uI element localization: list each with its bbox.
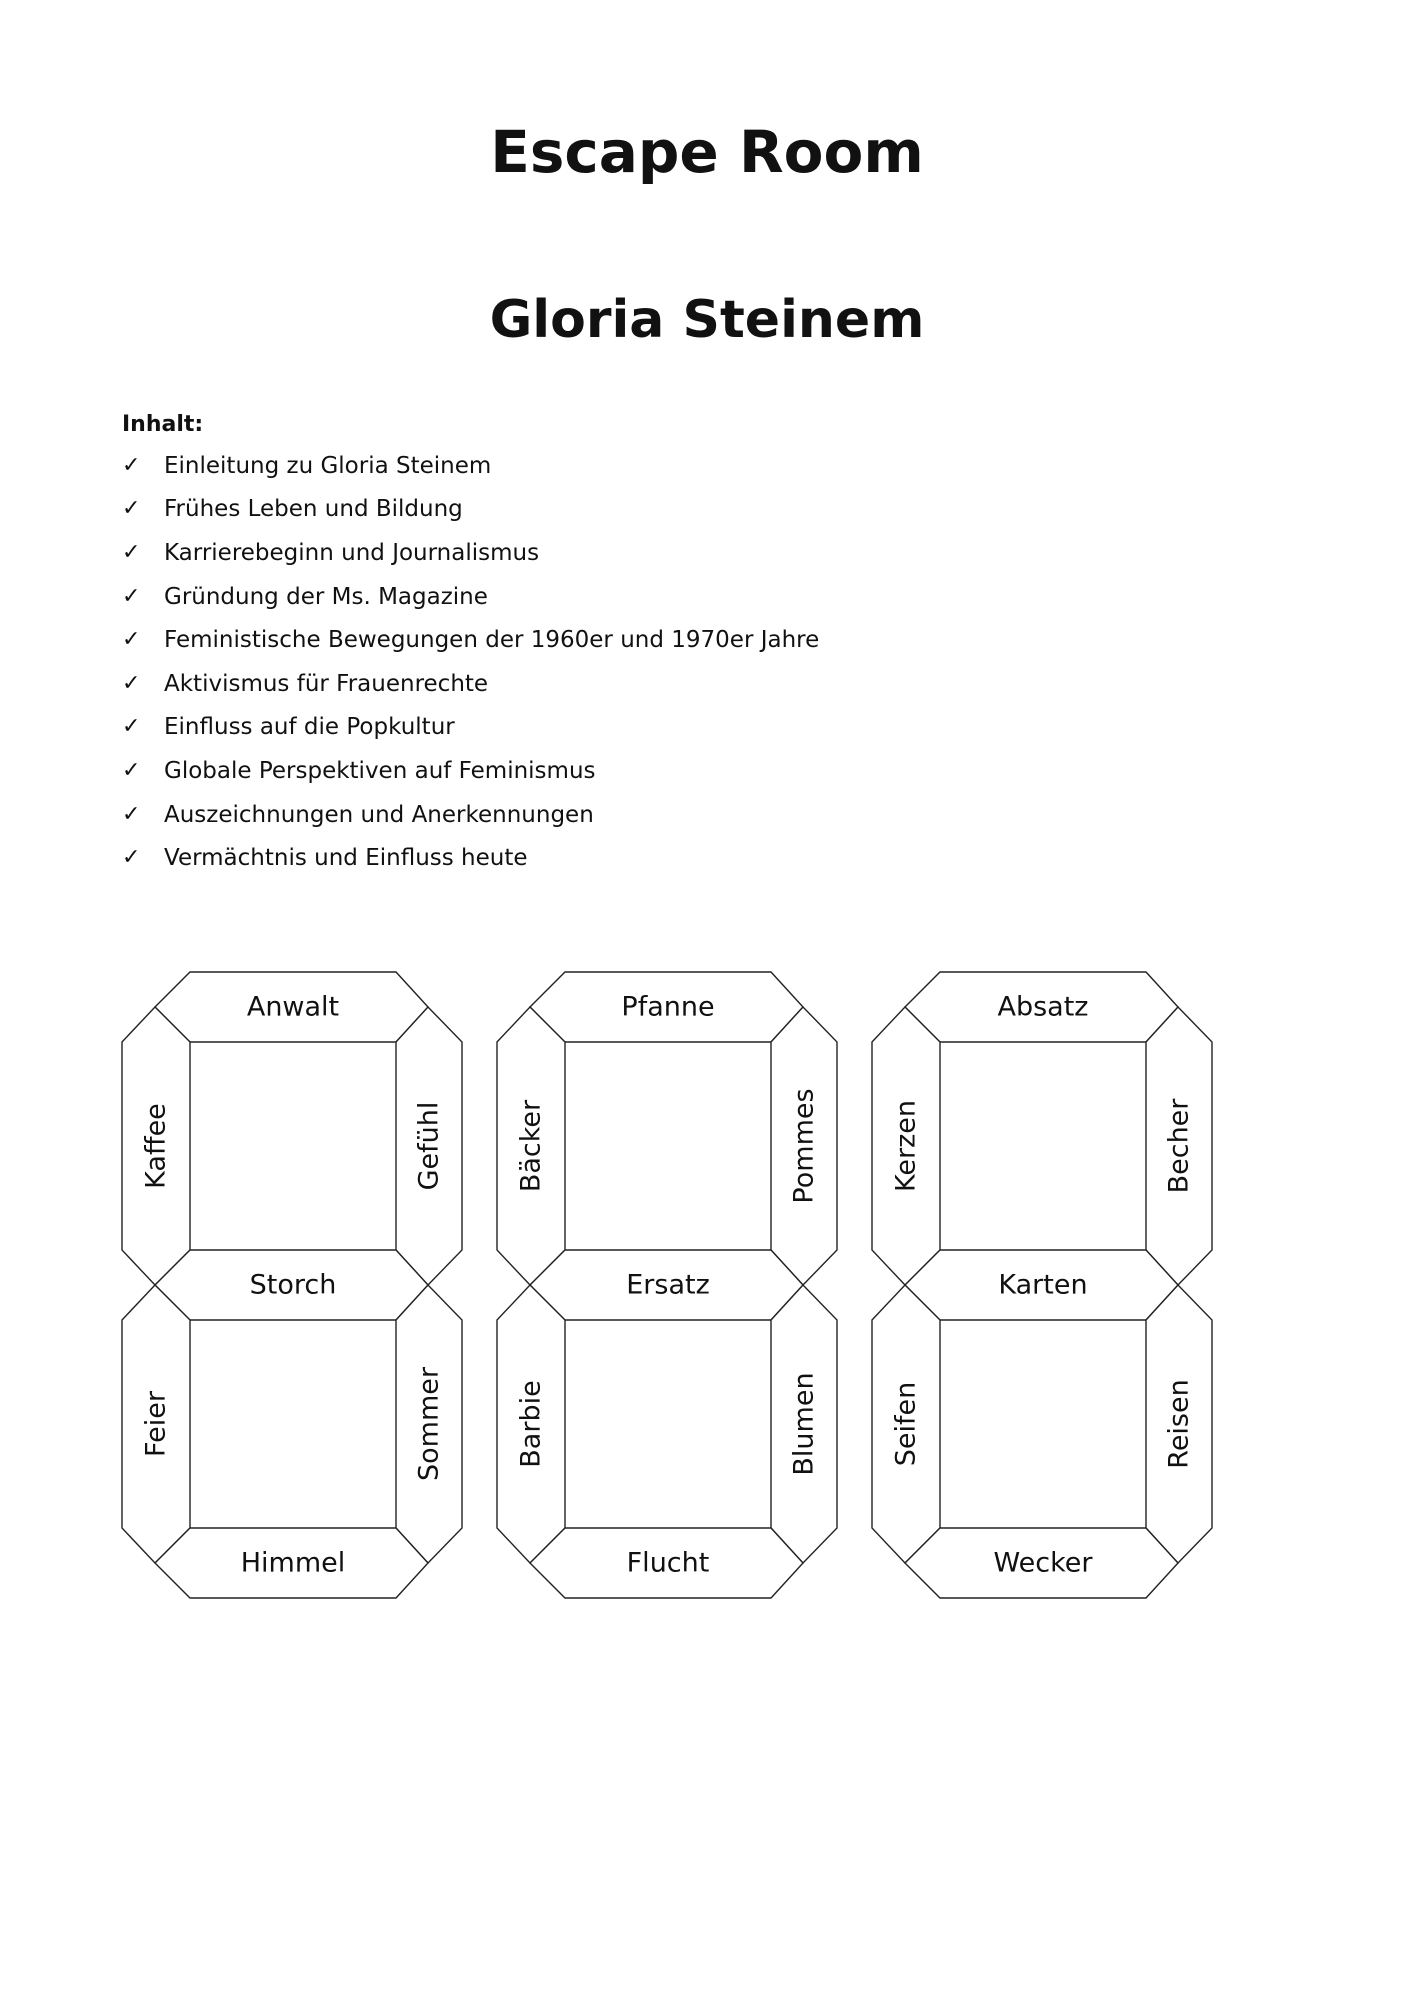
segment-label: Feier (140, 1391, 172, 1457)
page-title: Escape Room (490, 118, 924, 186)
segment-label: Wecker (993, 1547, 1093, 1579)
segment-label: Pommes (788, 1088, 820, 1204)
list-item-label: Einfluss auf die Popkultur (164, 714, 455, 741)
digit-1 (122, 972, 462, 1598)
segment-label: Bäcker (515, 1099, 547, 1193)
check-icon: ✓ (122, 845, 141, 871)
check-icon: ✓ (122, 539, 141, 565)
check-icon: ✓ (122, 757, 141, 783)
digit-2 (497, 972, 837, 1598)
segment-label: Himmel (240, 1547, 346, 1579)
segment-label: Blumen (788, 1372, 820, 1476)
list-item-label: Feministische Bewegungen der 1960er und 1970er Jahre (164, 627, 820, 654)
list-item-label: Frühes Leben und Bildung (164, 496, 463, 523)
page-subtitle: Gloria Steinem (489, 290, 925, 350)
list-item-label: Auszeichnungen und Anerkennungen (164, 801, 594, 828)
segment-label: Kerzen (890, 1100, 922, 1192)
list-item-label: Gründung der Ms. Magazine (164, 583, 488, 610)
list-item-label: Karrierebeginn und Journalismus (164, 539, 540, 566)
list-item-label: Einleitung zu Gloria Steinem (164, 452, 492, 479)
segment-label: Gefühl (413, 1101, 445, 1191)
segment-label: Kaffee (140, 1103, 172, 1189)
segment-label: Anwalt (246, 991, 340, 1023)
check-icon: ✓ (122, 452, 141, 478)
list-item-label: Vermächtnis und Einfluss heute (164, 845, 528, 872)
segment-label: Seifen (890, 1381, 922, 1467)
segment-label: Ersatz (626, 1269, 710, 1301)
segment-label: Becher (1163, 1098, 1195, 1194)
segment-label: Reisen (1163, 1379, 1195, 1469)
check-icon: ✓ (122, 627, 141, 653)
segment-label: Karten (998, 1269, 1088, 1301)
segment-label: Sommer (413, 1367, 445, 1481)
check-icon: ✓ (122, 670, 141, 696)
digit-3 (872, 972, 1212, 1598)
check-icon: ✓ (122, 714, 141, 740)
segment-label: Storch (249, 1269, 337, 1301)
check-icon: ✓ (122, 496, 141, 522)
segment-label: Barbie (515, 1380, 547, 1468)
segment-label: Flucht (626, 1547, 710, 1579)
segment-label: Absatz (997, 991, 1089, 1023)
list-item-label: Globale Perspektiven auf Feminismus (164, 757, 596, 784)
list-item-label: Aktivismus für Frauenrechte (164, 670, 489, 697)
segment-label: Pfanne (621, 991, 715, 1023)
contents-heading: Inhalt: (122, 412, 204, 437)
check-icon: ✓ (122, 801, 141, 827)
check-icon: ✓ (122, 583, 141, 609)
